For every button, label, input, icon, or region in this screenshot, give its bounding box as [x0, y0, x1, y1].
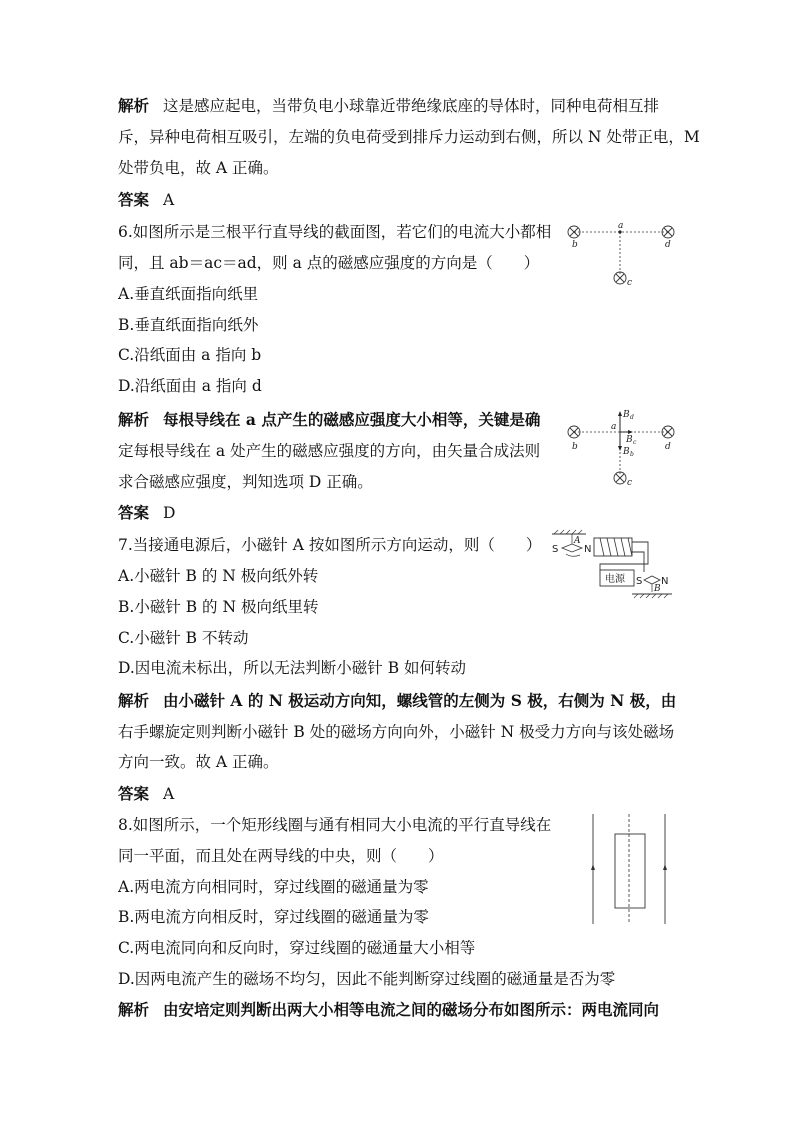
- rotation-arrow-a: [566, 554, 580, 556]
- q6-vector-figure: [560, 404, 690, 494]
- vector-bb-arrowhead: [618, 446, 622, 451]
- wire-top: [600, 542, 648, 572]
- vector-bc-arrowhead: [628, 430, 633, 434]
- q8-option-b: B.两电流方向相反时，穿过线圈的磁通量为零: [118, 908, 429, 926]
- q8-stem-line-1: 8.如图所示，一个矩形线圈与通有相同大小电流的平行直导线在: [118, 816, 552, 834]
- label-c: c: [627, 278, 633, 288]
- solenoid-coil: [600, 538, 632, 556]
- analysis-5-line-2: 斥，异种电荷相互吸引，左端的负电荷受到排斥力运动到右侧，所以 N 处带正电，M: [118, 128, 700, 146]
- answer-6: 答案 D: [118, 503, 176, 522]
- q6-option-a: A.垂直纸面指向纸里: [118, 285, 259, 303]
- q7-option-b: B.小磁针 B 的 N 极向纸里转: [118, 598, 319, 616]
- label-bc: B: [626, 435, 633, 445]
- analysis-label: 解析: [118, 96, 150, 115]
- answer-label: 答案: [118, 784, 150, 803]
- compass-b-n-label: N: [661, 576, 669, 587]
- q6-analysis-line-3: 求合磁感应强度，判知选项 D 正确。: [118, 473, 373, 491]
- label-a: a: [618, 221, 624, 231]
- compass-b-needle-icon: [644, 576, 660, 584]
- label-b: b: [572, 442, 578, 452]
- q8-coil-figure: [585, 810, 675, 930]
- q6-option-c: C.沿纸面由 a 指向 b: [118, 346, 262, 364]
- analysis-label: 解析: [118, 691, 150, 710]
- q6-option-b: B.垂直纸面指向纸外: [118, 316, 259, 334]
- rectangular-coil: [615, 834, 645, 908]
- q6-analysis-line-2: 定每根导线在 a 处产生的磁感应强度的方向，由矢量合成法则: [118, 442, 541, 460]
- ground-hatch: [634, 594, 668, 598]
- q7-option-a: A.小磁针 B 的 N 极向纸外转: [118, 567, 319, 585]
- analysis-5-line-3: 处带负电，故 A 正确。: [118, 159, 279, 177]
- answer-5: 答案 A: [118, 190, 175, 209]
- label-b: b: [572, 240, 578, 250]
- wire-inner: [632, 552, 644, 572]
- q6-stem-line-1: 6.如图所示是三根平行直导线的截面图，若它们的电流大小都相: [118, 223, 552, 241]
- analysis-5-line-1: 解析 这是感应起电，当带负电小球靠近带绝缘底座的导体时，同种电荷相互排: [118, 96, 660, 115]
- q7-analysis-line-3: 方向一致。故 A 正确。: [118, 753, 279, 771]
- vector-bd-arrowhead: [618, 411, 622, 416]
- compass-a-label: A: [574, 536, 581, 546]
- solenoid-body: [594, 538, 632, 556]
- q8-stem-line-2: 同一平面，而且处在两导线的中央，则（ ）: [118, 847, 444, 865]
- q6-wire-figure: [560, 216, 690, 296]
- q6-analysis-line-1: 解析 每根导线在 a 点产生的磁感应强度大小相等，关键是确: [118, 410, 541, 429]
- label-c: c: [627, 478, 633, 488]
- compass-a-n-label: N: [584, 544, 592, 555]
- left-wire-arrow-icon: [591, 864, 595, 870]
- label-bc-sub: c: [633, 439, 637, 446]
- q7-analysis-line-1: 解析 由小磁针 A 的 N 极运动方向知，螺线管的左侧为 S 极，右侧为 N 极，由: [118, 691, 677, 710]
- q7-stem: 7.当接通电源后，小磁针 A 按如图所示方向运动，则（ ）: [118, 536, 542, 554]
- q7-option-d: D.因电流未标出，所以无法判断小磁针 B 如何转动: [118, 659, 467, 677]
- q7-option-c: C.小磁针 B 不转动: [118, 629, 249, 647]
- ceiling-hatch: [554, 530, 582, 534]
- analysis-label: 解析: [118, 410, 150, 429]
- label-bd: B: [623, 410, 630, 420]
- answer-label: 答案: [118, 503, 150, 522]
- q8-option-d: D.因两电流产生的磁场不均匀，因此不能判断穿过线圈的磁通量是否为零: [118, 970, 616, 988]
- q8-option-a: A.两电流方向相同时，穿过线圈的磁通量为零: [118, 878, 429, 896]
- power-supply-label: 电源: [605, 574, 625, 585]
- compass-b-s-label: S: [636, 576, 643, 587]
- label-d: d: [665, 240, 671, 250]
- label-bd-sub: d: [630, 414, 634, 421]
- answer-7: 答案 A: [118, 784, 175, 803]
- q7-analysis-line-2: 右手螺旋定则判断小磁针 B 处的磁场方向向外，小磁针 N 极受力方向与该处磁场: [118, 723, 675, 741]
- q6-stem-line-2: 同，且 ab＝ac＝ad，则 a 点的磁感应强度的方向是（ ）: [118, 254, 540, 272]
- q8-option-c: C.两电流同向和反向时，穿过线圈的磁通量大小相等: [118, 939, 476, 957]
- q7-solenoid-figure: [548, 528, 678, 608]
- analysis-label: 解析: [118, 1000, 150, 1019]
- label-d: d: [665, 442, 671, 452]
- label-bb: B: [623, 447, 630, 457]
- label-bb-sub: b: [630, 451, 634, 458]
- compass-b-label: B: [654, 584, 661, 594]
- answer-label: 答案: [118, 190, 150, 209]
- q8-analysis-line-1: 解析 由安培定则判断出两大小相等电流之间的磁场分布如图所示：两电流同向: [118, 1000, 660, 1019]
- compass-a-s-label: S: [552, 544, 559, 555]
- right-wire-arrow-icon: [663, 864, 667, 870]
- label-a: a: [611, 422, 617, 432]
- q6-option-d: D.沿纸面由 a 指向 d: [118, 377, 262, 395]
